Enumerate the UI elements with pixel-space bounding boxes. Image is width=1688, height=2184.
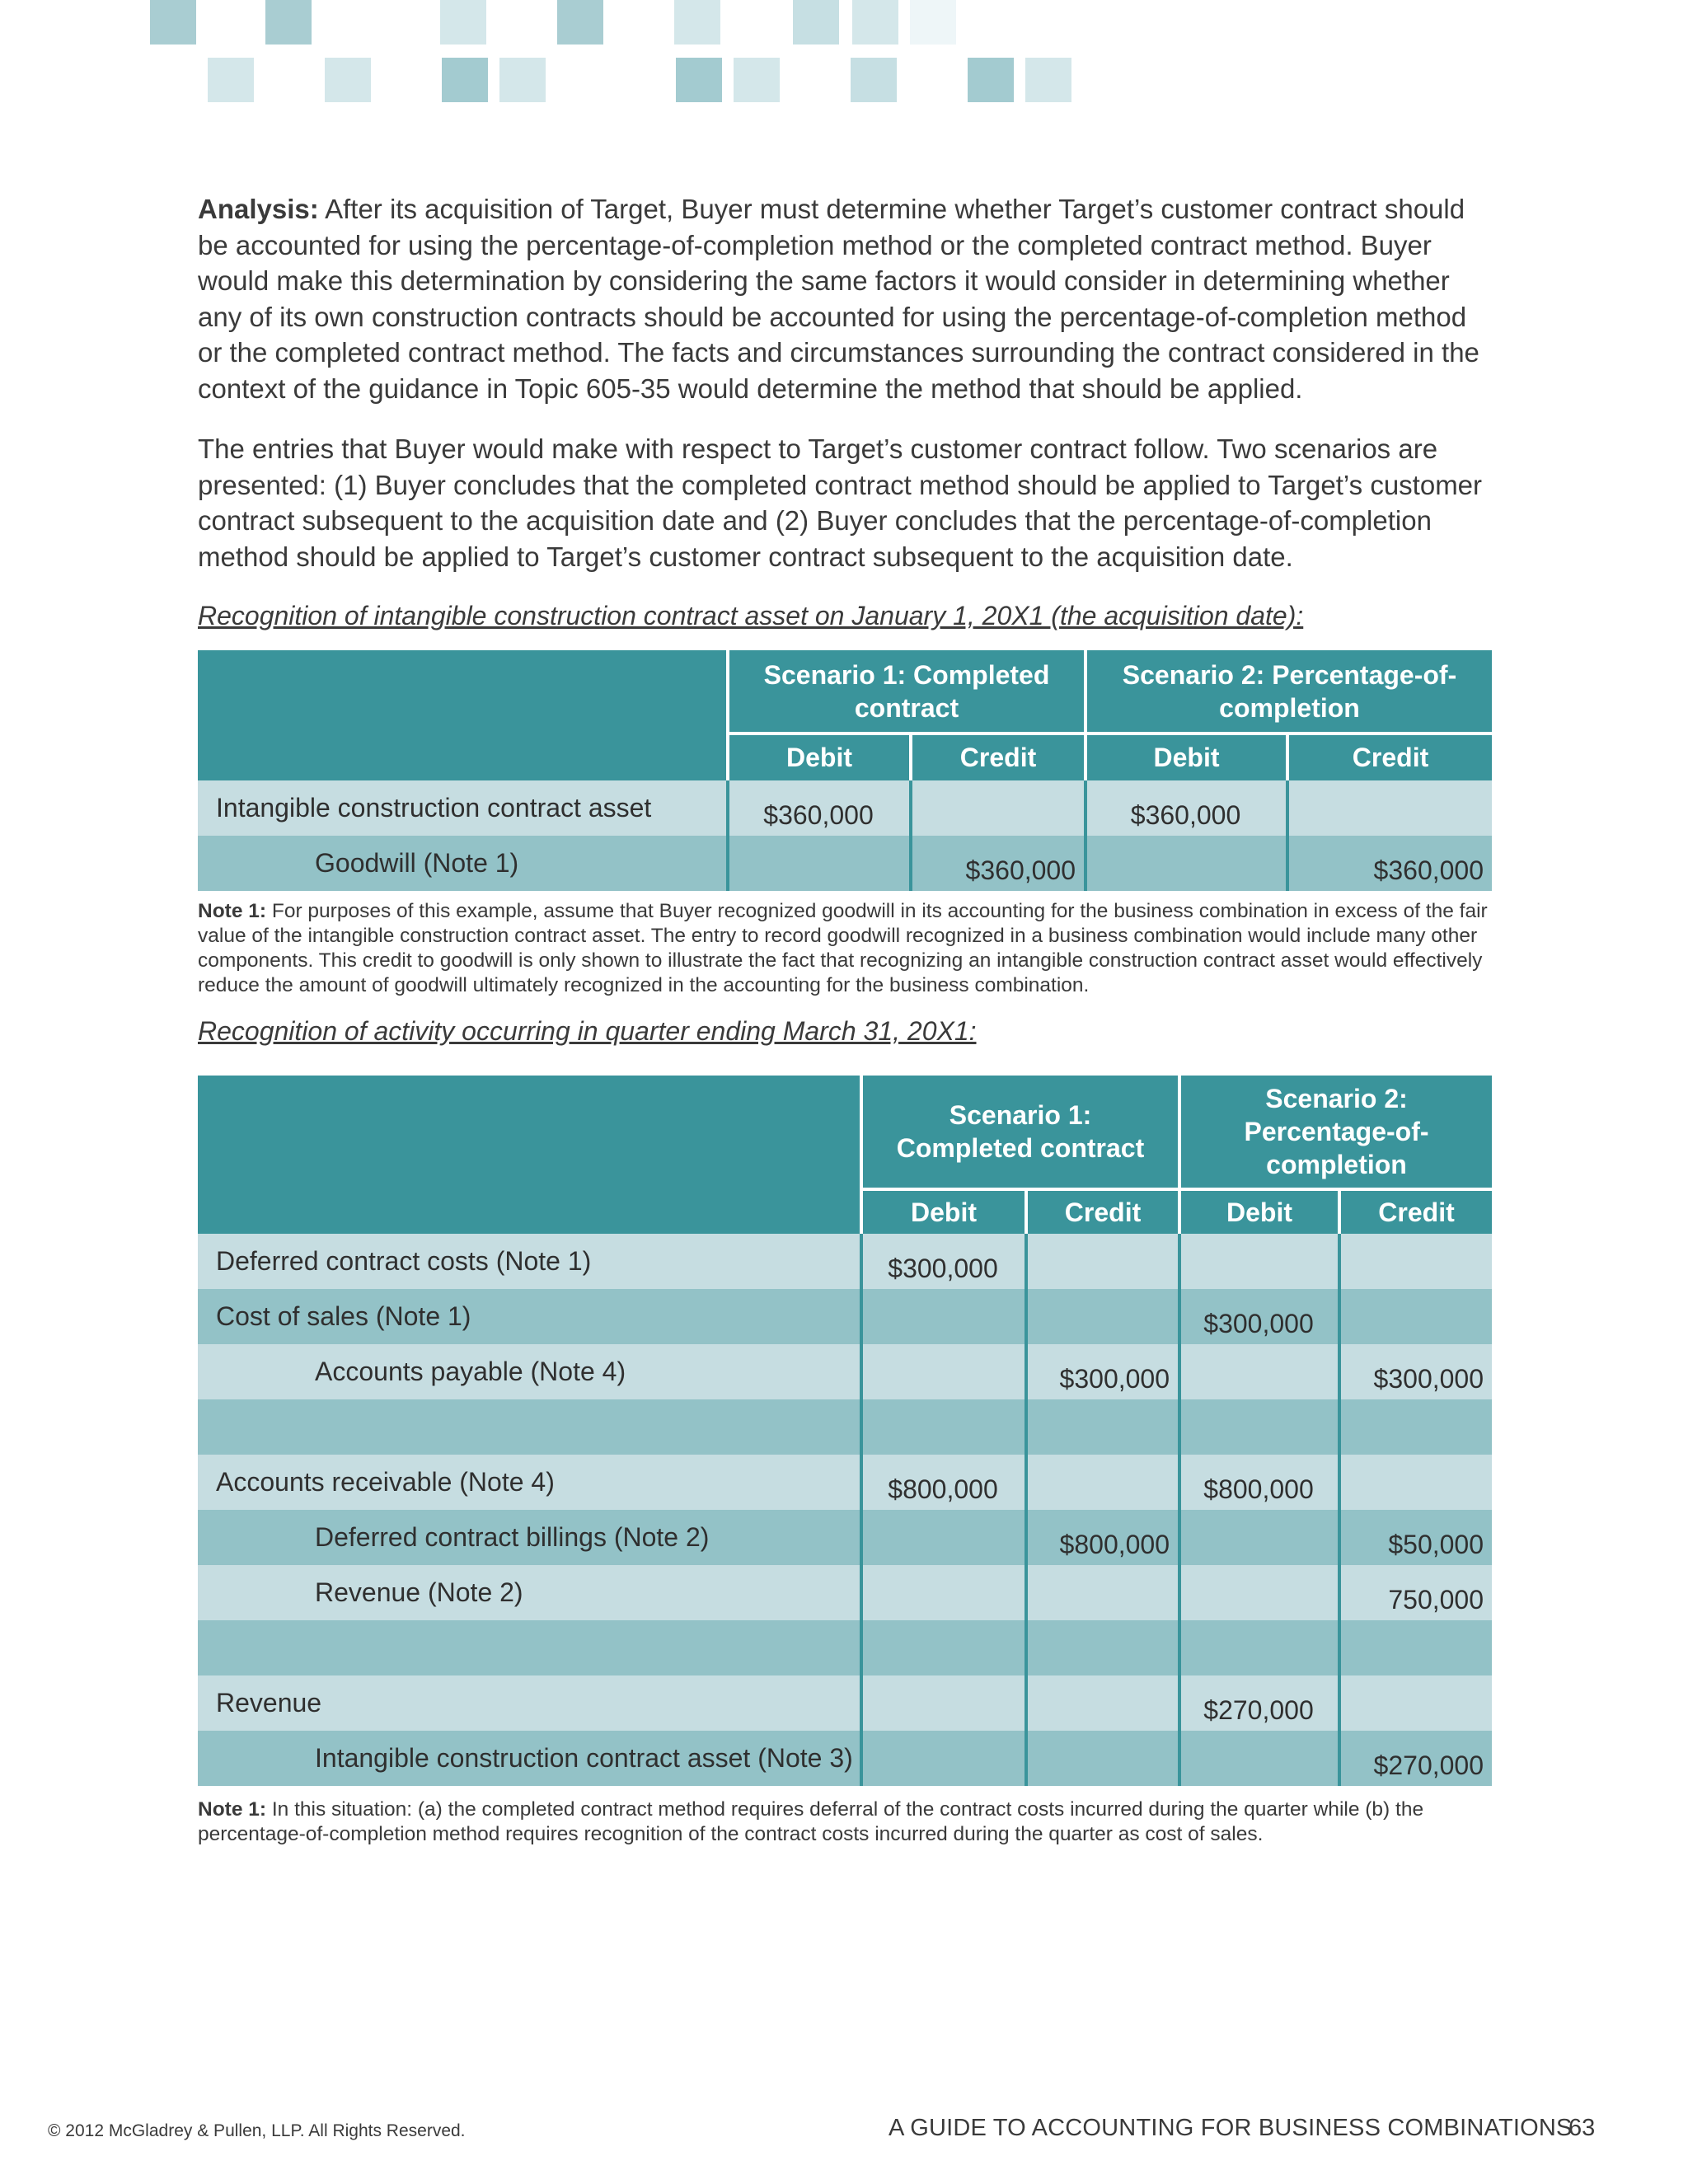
table2-note-text: In this situation: (a) the completed contract method requires deferral of the contract costs incurred during the quarter while (b) the percentage-of-completion method requires recognition of the contract costs incurred during the quarter as cost of sales. <box>198 1798 1424 1845</box>
s2-debit-cell: $270,000 <box>1179 1675 1339 1731</box>
table-row <box>198 780 1492 836</box>
table1-header-blank <box>198 650 728 780</box>
s2-debit-cell <box>1179 1731 1339 1786</box>
decorative-squares-banner <box>0 0 1154 107</box>
table1-s1-debit-header: Debit <box>728 733 911 780</box>
s2-debit-cell: $800,000 <box>1179 1455 1339 1510</box>
s2-debit-cell <box>1179 1234 1339 1289</box>
s1-credit-cell <box>1026 1620 1179 1675</box>
analysis-label: Analysis: <box>198 194 319 224</box>
s1-debit-cell <box>861 1344 1026 1399</box>
table1-note-text: For purposes of this example, assume that Buyer recognized goodwill in its accounting for the business combination in excess of the fair value of the intangible construction contract asset. The entry to record goodwill recognized in a business combination would include many other components. This credit to goodwill is only shown to illustrate the fact that recognizing an intangible construction contract asset would effectively reduce the amount of goodwill ultimately recognized in the accounting for the business combination. <box>198 900 1488 996</box>
table-row <box>198 1675 1492 1731</box>
s1-debit-cell <box>728 836 911 891</box>
s2-debit-cell <box>1179 1344 1339 1399</box>
table1-caption: Recognition of intangible construction contract asset on January 1, 20X1 (the acquisition date): <box>198 601 1304 630</box>
s1-debit-cell: $800,000 <box>861 1455 1026 1510</box>
s2-credit-cell <box>1339 1620 1492 1675</box>
table2-s2-credit-header: Credit <box>1339 1189 1492 1234</box>
s1-credit-cell <box>911 780 1085 836</box>
acquisition-date-entries-table <box>198 650 1492 891</box>
row-label: Accounts payable (Note 4) <box>198 1344 861 1399</box>
table-row <box>198 1399 1492 1455</box>
s1-debit-cell <box>861 1731 1026 1786</box>
row-label: Goodwill (Note 1) <box>198 836 728 891</box>
table-row <box>198 1344 1492 1399</box>
row-label: Cost of sales (Note 1) <box>198 1289 861 1344</box>
s1-credit-cell: $360,000 <box>911 836 1085 891</box>
row-label: Intangible construction contract asset (Note 3) <box>198 1731 861 1786</box>
table-row <box>198 1289 1492 1344</box>
s2-debit-cell <box>1085 836 1287 891</box>
table-row <box>198 1234 1492 1289</box>
page-content <box>198 191 1492 1847</box>
s1-debit-cell <box>861 1675 1026 1731</box>
s2-credit-cell <box>1339 1289 1492 1344</box>
table-row <box>198 1731 1492 1786</box>
s1-debit-cell <box>861 1565 1026 1620</box>
table-row <box>198 836 1492 891</box>
s2-credit-cell <box>1339 1234 1492 1289</box>
s1-credit-cell <box>1026 1565 1179 1620</box>
table2-s1-debit-header: Debit <box>861 1189 1026 1234</box>
s2-credit-cell: $360,000 <box>1287 836 1492 891</box>
row-label: Deferred contract billings (Note 2) <box>198 1510 861 1565</box>
row-label: Revenue <box>198 1675 861 1731</box>
table2-scenario1-header: Scenario 1: Completed contract <box>861 1076 1179 1189</box>
analysis-text: After its acquisition of Target, Buyer must determine whether Target’s customer contract should be accounted for using the percentage-of-completion method or the completed contract method. Buyer would make this determination by considering the same factors it would consider in determining whether any of its own construction contracts should be accounted for using the percentage-of-completion method or the completed contract method. The facts and circumstances surrounding the contract considered in the context of the guidance in Topic 605-35 would determine the method that should be applied. <box>198 194 1479 404</box>
s1-debit-cell <box>861 1510 1026 1565</box>
table1-scenario1-header: Scenario 1: Completed contract <box>728 650 1085 733</box>
s2-debit-cell: $360,000 <box>1085 780 1287 836</box>
s2-debit-cell <box>1179 1399 1339 1455</box>
s1-credit-cell <box>1026 1399 1179 1455</box>
s1-debit-cell: $300,000 <box>861 1234 1026 1289</box>
table-row <box>198 1620 1492 1675</box>
row-label: Revenue (Note 2) <box>198 1565 861 1620</box>
table1-s2-debit-header: Debit <box>1085 733 1287 780</box>
s2-credit-cell <box>1339 1455 1492 1510</box>
row-label <box>198 1620 861 1675</box>
table2-scenario2-header: Scenario 2: Percentage-of-completion <box>1179 1076 1492 1189</box>
s1-credit-cell <box>1026 1731 1179 1786</box>
table1-note-label: Note 1: <box>198 900 267 922</box>
table2-s2-debit-header: Debit <box>1179 1189 1339 1234</box>
copyright-notice: © 2012 McGladrey & Pullen, LLP. All Rights Reserved. <box>48 2121 466 2140</box>
table1-note <box>198 899 1492 998</box>
table-row <box>198 1510 1492 1565</box>
s2-debit-cell <box>1179 1510 1339 1565</box>
table-row <box>198 1455 1492 1510</box>
entries-paragraph: The entries that Buyer would make with respect to Target’s customer contract follow. Two scenarios are presented: (1) Buyer concludes that the completed contract method should be applied to Target’s customer contract subsequent to the acquisition date and (2) Buyer concludes that the percentage-of-completion method should be applied to Target’s customer contract subsequent to the acquisition date. <box>198 434 1483 572</box>
s2-debit-cell <box>1179 1565 1339 1620</box>
table1-s1-credit-header: Credit <box>911 733 1085 780</box>
s1-debit-cell <box>861 1399 1026 1455</box>
s2-credit-cell: $50,000 <box>1339 1510 1492 1565</box>
s2-credit-cell <box>1339 1399 1492 1455</box>
s1-credit-cell <box>1026 1675 1179 1731</box>
table2-note <box>198 1797 1492 1847</box>
table1-scenario2-header: Scenario 2: Percentage-of-completion <box>1085 650 1492 733</box>
table2-caption: Recognition of activity occurring in quarter ending March 31, 20X1: <box>198 1016 977 1046</box>
table1-s2-credit-header: Credit <box>1287 733 1492 780</box>
page-number: 63 <box>1568 2115 1596 2141</box>
s2-credit-cell <box>1339 1675 1492 1731</box>
s1-credit-cell <box>1026 1455 1179 1510</box>
table2-header-blank <box>198 1076 861 1234</box>
row-label <box>198 1399 861 1455</box>
s2-debit-cell: $300,000 <box>1179 1289 1339 1344</box>
table-row <box>198 1565 1492 1620</box>
quarter-activity-entries-table <box>198 1076 1492 1786</box>
s2-credit-cell: $270,000 <box>1339 1731 1492 1786</box>
footer-guide-title: A GUIDE TO ACCOUNTING FOR BUSINESS COMBINATIONS <box>889 2115 1573 2141</box>
s1-debit-cell <box>861 1289 1026 1344</box>
table2-s1-credit-header: Credit <box>1026 1189 1179 1234</box>
s2-credit-cell <box>1287 780 1492 836</box>
s2-debit-cell <box>1179 1620 1339 1675</box>
s1-credit-cell: $800,000 <box>1026 1510 1179 1565</box>
row-label: Intangible construction contract asset <box>198 780 728 836</box>
s1-debit-cell <box>861 1620 1026 1675</box>
row-label: Accounts receivable (Note 4) <box>198 1455 861 1510</box>
s2-credit-cell: 750,000 <box>1339 1565 1492 1620</box>
analysis-paragraph <box>198 191 1492 406</box>
s1-credit-cell <box>1026 1289 1179 1344</box>
s1-debit-cell: $360,000 <box>728 780 911 836</box>
row-label: Deferred contract costs (Note 1) <box>198 1234 861 1289</box>
s1-credit-cell <box>1026 1234 1179 1289</box>
table2-note-label: Note 1: <box>198 1798 267 1821</box>
s1-credit-cell: $300,000 <box>1026 1344 1179 1399</box>
s2-credit-cell: $300,000 <box>1339 1344 1492 1399</box>
